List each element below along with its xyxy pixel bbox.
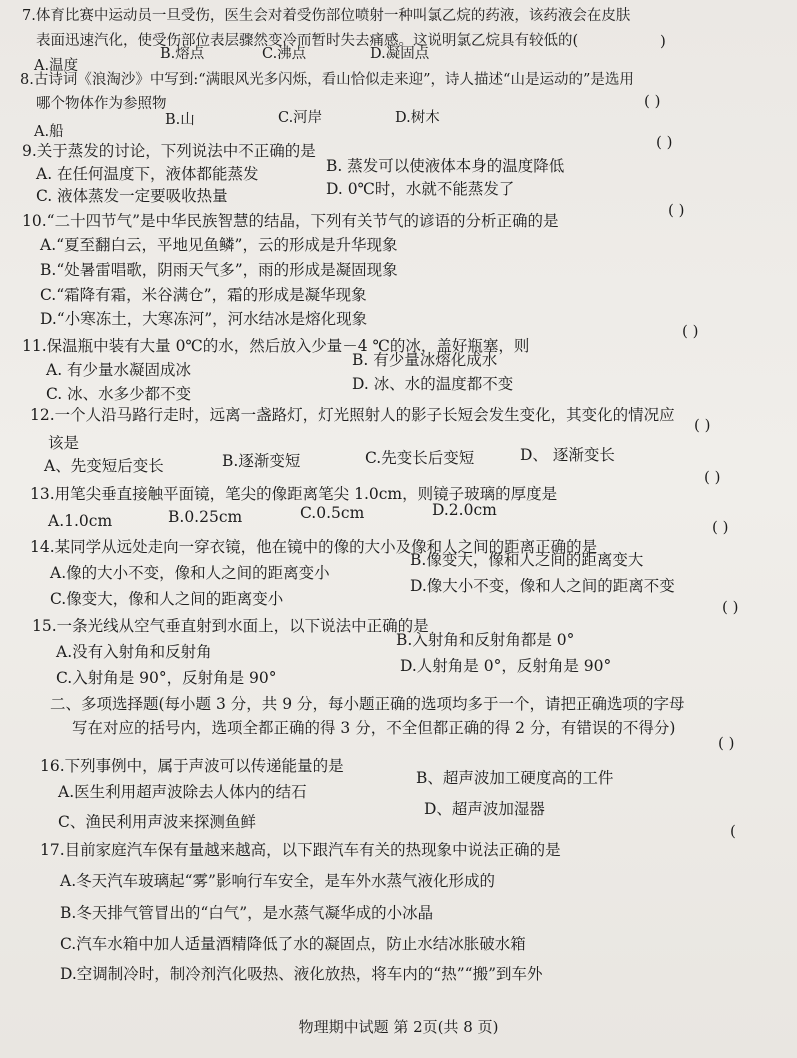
q15-option-d: D.人射角是 0°，反射角是 90° bbox=[400, 657, 612, 675]
q7-option-c: C.沸点 bbox=[262, 46, 307, 62]
q10-option-d: D.“小寒冻土，大寒冻河”，河水结冰是熔化现象 bbox=[40, 310, 368, 328]
q15-stem: 15.一条光线从空气垂直射到水面上，以下说法中正确的是 bbox=[32, 617, 429, 635]
q10-option-a: A.“夏至翻白云，平地见鱼鳞”，云的形成是升华现象 bbox=[40, 236, 398, 254]
q17-option-c: C.汽车水箱中加人适量酒精降低了水的凝固点，防止水结冰胀破水箱 bbox=[60, 935, 526, 953]
q13-option-c: C.0.5cm bbox=[300, 504, 365, 522]
q11-option-c: C. 冰、水多少都不变 bbox=[46, 385, 192, 403]
q7-option-a: A.温度 bbox=[34, 58, 79, 74]
q8-stem-line-2: 哪个物体作为参照物 bbox=[36, 96, 167, 112]
section-2-heading-line-2: 写在对应的括号内，选项全都正确的得 3 分，不全但都正确的得 2 分，有错误的不得分) bbox=[72, 719, 676, 737]
q14-option-d: D.像大小不变，像和人之间的距离不变 bbox=[410, 577, 675, 595]
q13-answer-paren: ( ) bbox=[704, 468, 721, 486]
q17-option-d: D.空调制冷时，制冷剂汽化吸热、液化放热，将车内的“热”“搬”到车外 bbox=[60, 965, 543, 983]
q16-option-d: D、超声波加湿器 bbox=[424, 800, 545, 818]
q9-option-d: D. 0℃时，水就不能蒸发了 bbox=[326, 180, 515, 198]
q11-option-a: A. 有少量水凝固成冰 bbox=[46, 361, 192, 379]
q12-answer-paren: ( ) bbox=[694, 416, 711, 434]
section-2-heading-line-1: 二、多项选择题(每小题 3 分，共 9 分，每小题正确的选项均多于一个，请把正确选项的字母 bbox=[50, 695, 685, 713]
q17-answer-paren: ( bbox=[730, 822, 736, 840]
q13-option-d: D.2.0cm bbox=[432, 501, 497, 519]
q17-option-a: A.冬天汽车玻璃起“雾”影响行车安全，是车外水蒸气液化形成的 bbox=[60, 872, 495, 890]
q12-option-d: D、 逐渐变长 bbox=[520, 446, 615, 464]
q8-option-c: C.河岸 bbox=[278, 110, 323, 126]
q7-stem-line-1: 7.体育比赛中运动员一旦受伤，医生会对着受伤部位喷射一种叫氯乙烷的药液，该药液会在皮肤 bbox=[22, 8, 631, 24]
q14-stem: 14.某同学从远处走向一穿衣镜，他在镜中的像的大小及像和人之间的距离正确的是 bbox=[30, 538, 598, 556]
q16-option-c: C、渔民利用声波来探测鱼鲜 bbox=[58, 813, 256, 831]
q16-stem: 16.下列事例中，属于声波可以传递能量的是 bbox=[40, 757, 344, 775]
q7-option-b: B.熔点 bbox=[160, 46, 205, 62]
q9-stem: 9.关于蒸发的讨论，下列说法中不正确的是 bbox=[22, 142, 316, 160]
q16-option-b: B、超声波加工硬度高的工件 bbox=[416, 769, 614, 787]
q9-option-c: C. 液体蒸发一定要吸收热量 bbox=[36, 187, 228, 205]
q7-option-d: D.凝固点 bbox=[370, 46, 430, 62]
q7-answer-paren: ) bbox=[660, 32, 666, 50]
q17-stem: 17.目前家庭汽车保有量越来越高，以下跟汽车有关的热现象中说法正确的是 bbox=[40, 841, 561, 859]
page-footer: 物理期中试题 第 2页(共 8 页) bbox=[298, 1018, 499, 1036]
q11-stem: 11.保温瓶中装有大量 0℃的水，然后放入少量－4 ℃的冰，盖好瓶塞，则 bbox=[22, 337, 530, 355]
q14-option-c: C.像变大，像和人之间的距离变小 bbox=[50, 590, 284, 608]
q9-option-b: B. 蒸发可以使液体本身的温度降低 bbox=[326, 157, 565, 175]
q10-answer-paren: ( ) bbox=[668, 201, 685, 219]
q8-option-a: A.船 bbox=[34, 124, 64, 140]
q14-option-b: B.像变大，像和人之间的距离变大 bbox=[410, 551, 644, 569]
q16-answer-paren: ( ) bbox=[718, 734, 735, 752]
q13-stem: 13.用笔尖垂直接触平面镜，笔尖的像距离笔尖 1.0cm，则镜子玻璃的厚度是 bbox=[30, 485, 558, 503]
q12-option-c: C.先变长后变短 bbox=[365, 449, 475, 467]
q13-option-b: B.0.25cm bbox=[168, 508, 243, 526]
q14-answer-paren: ( ) bbox=[712, 518, 729, 536]
q8-option-d: D.树木 bbox=[395, 110, 440, 126]
q11-option-b: B. 有少量冰熔化成水 bbox=[352, 351, 498, 369]
q15-answer-paren: ( ) bbox=[722, 598, 739, 616]
q8-option-b: B.山 bbox=[165, 112, 195, 128]
q10-option-c: C.“霜降有霜，米谷满仓”，霜的形成是凝华现象 bbox=[40, 286, 367, 304]
q14-option-a: A.像的大小不变，像和人之间的距离变小 bbox=[50, 564, 330, 582]
q12-option-b: B.逐渐变短 bbox=[222, 452, 301, 470]
q13-option-a: A.1.0cm bbox=[48, 512, 113, 530]
q16-option-a: A.医生利用超声波除去人体内的结石 bbox=[58, 783, 307, 801]
q12-stem-line-2: 该是 bbox=[48, 434, 80, 452]
q12-stem-line-1: 12.一个人沿马路行走时，远离一盏路灯，灯光照射人的影子长短会发生变化，其变化的情况应 bbox=[30, 406, 675, 424]
q8-answer-paren: ( ) bbox=[644, 92, 661, 110]
q15-option-b: B.入射角和反射角都是 0° bbox=[396, 631, 575, 649]
q11-answer-paren: ( ) bbox=[682, 322, 699, 340]
q11-option-d: D. 冰、水的温度都不变 bbox=[352, 375, 514, 393]
q8-stem-line-1: 8.古诗词《浪淘沙》中写到:“满眼风光多闪烁，看山恰似走来迎”，诗人描述“山是运动的”是选用 bbox=[20, 72, 634, 88]
q15-option-c: C.入射角是 90°，反射角是 90° bbox=[56, 669, 277, 687]
q9-answer-paren: ( ) bbox=[656, 133, 673, 151]
q12-option-a: A、先变短后变长 bbox=[44, 457, 164, 475]
q15-option-a: A.没有入射角和反射角 bbox=[56, 643, 212, 661]
q7-stem-line-2: 表面迅速汽化，使受伤部位表层骤然变冷而暂时失去痛感。这说明氯乙烷具有较低的( bbox=[36, 33, 579, 49]
q9-option-a: A. 在任何温度下，液体都能蒸发 bbox=[36, 165, 259, 183]
q10-stem: 10.“二十四节气”是中华民族智慧的结晶，下列有关节气的谚语的分析正确的是 bbox=[22, 212, 559, 230]
q17-option-b: B.冬天排气管冒出的“白气”，是水蒸气凝华成的小冰晶 bbox=[60, 904, 434, 922]
q10-option-b: B.“处暑雷唱歌，阴雨天气多”，雨的形成是凝固现象 bbox=[40, 261, 398, 279]
